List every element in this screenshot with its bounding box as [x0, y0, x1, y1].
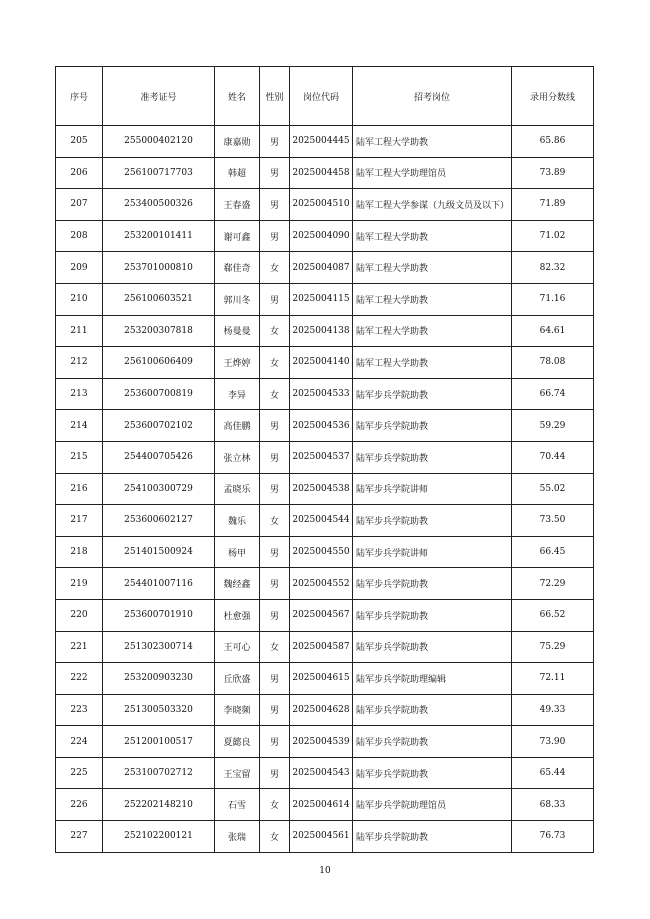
cell-score: 76.73	[512, 821, 594, 853]
cell-gender: 男	[260, 473, 290, 505]
cell-exam-no: 256100603521	[103, 283, 215, 315]
cell-score: 73.89	[512, 157, 594, 189]
cell-post: 陆军步兵学院助理馆员	[353, 789, 512, 821]
cell-score: 70.44	[512, 441, 594, 473]
cell-post: 陆军工程大学助教	[353, 283, 512, 315]
cell-score: 72.11	[512, 663, 594, 695]
table-row	[56, 663, 594, 695]
cell-gender: 女	[260, 631, 290, 663]
cell-seq: 205	[56, 126, 103, 158]
page-number: 10	[319, 866, 331, 876]
table-row	[56, 252, 594, 284]
cell-score: 66.45	[512, 536, 594, 568]
cell-seq: 207	[56, 189, 103, 221]
cell-seq: 208	[56, 220, 103, 252]
cell-exam-no: 256100606409	[103, 347, 215, 379]
cell-score: 71.16	[512, 283, 594, 315]
cell-seq: 209	[56, 252, 103, 284]
cell-exam-no: 253400500326	[103, 189, 215, 221]
cell-post: 陆军步兵学院助教	[353, 410, 512, 442]
cell-name: 谢可鑫	[215, 220, 260, 252]
cell-post: 陆军工程大学助教	[353, 347, 512, 379]
cell-post: 陆军步兵学院助教	[353, 694, 512, 726]
cell-gender: 女	[260, 347, 290, 379]
table-row	[56, 473, 594, 505]
header-seq: 序号	[56, 67, 103, 126]
cell-name: 李晓频	[215, 694, 260, 726]
results-table	[55, 66, 594, 853]
cell-score: 64.61	[512, 315, 594, 347]
table-row	[56, 157, 594, 189]
cell-seq: 224	[56, 726, 103, 758]
cell-post: 陆军步兵学院助教	[353, 631, 512, 663]
cell-gender: 男	[260, 220, 290, 252]
cell-exam-no: 254100300729	[103, 473, 215, 505]
cell-post: 陆军工程大学助教	[353, 220, 512, 252]
cell-post-code: 2025004537	[290, 441, 353, 473]
table-row	[56, 536, 594, 568]
cell-seq: 220	[56, 599, 103, 631]
table-row	[56, 821, 594, 853]
table-row	[56, 631, 594, 663]
cell-post-code: 2025004615	[290, 663, 353, 695]
cell-score: 49.33	[512, 694, 594, 726]
cell-post-code: 2025004458	[290, 157, 353, 189]
cell-post: 陆军步兵学院助教	[353, 505, 512, 537]
header-post: 招考岗位	[353, 67, 512, 126]
cell-post-code: 2025004536	[290, 410, 353, 442]
cell-exam-no: 253600702102	[103, 410, 215, 442]
header-gender: 性别	[260, 67, 290, 126]
cell-gender: 男	[260, 126, 290, 158]
cell-exam-no: 251300503320	[103, 694, 215, 726]
cell-score: 66.74	[512, 378, 594, 410]
cell-score: 59.29	[512, 410, 594, 442]
cell-score: 66.52	[512, 599, 594, 631]
cell-seq: 212	[56, 347, 103, 379]
cell-name: 康嘉勋	[215, 126, 260, 158]
cell-gender: 女	[260, 821, 290, 853]
header-row	[56, 67, 594, 126]
cell-name: 石雪	[215, 789, 260, 821]
cell-seq: 221	[56, 631, 103, 663]
cell-post: 陆军工程大学助理馆员	[353, 157, 512, 189]
cell-post: 陆军步兵学院助教	[353, 757, 512, 789]
cell-name: 魏乐	[215, 505, 260, 537]
table-row	[56, 694, 594, 726]
cell-exam-no: 254401007116	[103, 568, 215, 600]
cell-exam-no: 255000402120	[103, 126, 215, 158]
cell-name: 孟晓乐	[215, 473, 260, 505]
cell-seq: 226	[56, 789, 103, 821]
cell-name: 王可心	[215, 631, 260, 663]
cell-name: 高佳鹏	[215, 410, 260, 442]
cell-seq: 215	[56, 441, 103, 473]
header-score: 录用分数线	[512, 67, 594, 126]
table-row	[56, 726, 594, 758]
cell-post-code: 2025004550	[290, 536, 353, 568]
cell-post-code: 2025004090	[290, 220, 353, 252]
table-row	[56, 599, 594, 631]
cell-name: 王春盛	[215, 189, 260, 221]
cell-post-code: 2025004138	[290, 315, 353, 347]
cell-seq: 216	[56, 473, 103, 505]
cell-post-code: 2025004538	[290, 473, 353, 505]
cell-post-code: 2025004543	[290, 757, 353, 789]
cell-gender: 男	[260, 694, 290, 726]
cell-score: 75.29	[512, 631, 594, 663]
cell-post-code: 2025004510	[290, 189, 353, 221]
cell-post: 陆军步兵学院助教	[353, 441, 512, 473]
cell-exam-no: 253600701910	[103, 599, 215, 631]
cell-gender: 女	[260, 378, 290, 410]
cell-gender: 男	[260, 568, 290, 600]
cell-post: 陆军步兵学院助教	[353, 378, 512, 410]
table-row	[56, 505, 594, 537]
cell-score: 68.33	[512, 789, 594, 821]
cell-seq: 214	[56, 410, 103, 442]
cell-exam-no: 252102200121	[103, 821, 215, 853]
cell-exam-no: 252202148210	[103, 789, 215, 821]
cell-gender: 女	[260, 252, 290, 284]
cell-score: 82.32	[512, 252, 594, 284]
cell-post-code: 2025004140	[290, 347, 353, 379]
cell-gender: 男	[260, 663, 290, 695]
cell-seq: 219	[56, 568, 103, 600]
table-row	[56, 315, 594, 347]
table-body	[56, 126, 594, 853]
cell-post: 陆军步兵学院助教	[353, 599, 512, 631]
cell-gender: 男	[260, 283, 290, 315]
cell-score: 73.50	[512, 505, 594, 537]
cell-name: 王烨婷	[215, 347, 260, 379]
cell-name: 魏经鑫	[215, 568, 260, 600]
cell-name: 杜愈强	[215, 599, 260, 631]
cell-score: 65.86	[512, 126, 594, 158]
table-row	[56, 789, 594, 821]
cell-post-code: 2025004544	[290, 505, 353, 537]
cell-post: 陆军步兵学院助教	[353, 568, 512, 600]
cell-score: 72.29	[512, 568, 594, 600]
cell-seq: 227	[56, 821, 103, 853]
cell-post-code: 2025004628	[290, 694, 353, 726]
cell-name: 王宝留	[215, 757, 260, 789]
cell-post: 陆军步兵学院助教	[353, 726, 512, 758]
cell-seq: 217	[56, 505, 103, 537]
header-post-code: 岗位代码	[290, 67, 353, 126]
cell-post-code: 2025004533	[290, 378, 353, 410]
cell-post: 陆军工程大学助教	[353, 126, 512, 158]
cell-post-code: 2025004614	[290, 789, 353, 821]
cell-score: 78.08	[512, 347, 594, 379]
cell-name: 郗佳奇	[215, 252, 260, 284]
cell-gender: 男	[260, 410, 290, 442]
cell-seq: 206	[56, 157, 103, 189]
cell-post: 陆军步兵学院助教	[353, 821, 512, 853]
cell-post: 陆军工程大学参谋（九级文员及以下）	[353, 189, 512, 221]
cell-exam-no: 253600602127	[103, 505, 215, 537]
cell-gender: 男	[260, 189, 290, 221]
cell-post-code: 2025004445	[290, 126, 353, 158]
header-name: 姓名	[215, 67, 260, 126]
cell-name: 郭川冬	[215, 283, 260, 315]
cell-seq: 210	[56, 283, 103, 315]
table-row	[56, 410, 594, 442]
cell-score: 73.90	[512, 726, 594, 758]
cell-post: 陆军步兵学院助理编辑	[353, 663, 512, 695]
table-row	[56, 441, 594, 473]
table-row	[56, 126, 594, 158]
cell-exam-no: 253701000810	[103, 252, 215, 284]
cell-post: 陆军步兵学院讲师	[353, 536, 512, 568]
cell-gender: 男	[260, 757, 290, 789]
cell-name: 韩超	[215, 157, 260, 189]
cell-exam-no: 253200101411	[103, 220, 215, 252]
cell-post: 陆军工程大学助教	[353, 315, 512, 347]
cell-post: 陆军步兵学院讲师	[353, 473, 512, 505]
cell-seq: 223	[56, 694, 103, 726]
cell-name: 夏懿良	[215, 726, 260, 758]
cell-exam-no: 253100702712	[103, 757, 215, 789]
cell-score: 65.44	[512, 757, 594, 789]
cell-exam-no: 253200903230	[103, 663, 215, 695]
cell-gender: 男	[260, 536, 290, 568]
cell-score: 71.89	[512, 189, 594, 221]
table-header	[56, 67, 594, 126]
cell-name: 张立林	[215, 441, 260, 473]
cell-seq: 218	[56, 536, 103, 568]
cell-exam-no: 251200100517	[103, 726, 215, 758]
cell-exam-no: 251401500924	[103, 536, 215, 568]
cell-name: 李异	[215, 378, 260, 410]
cell-post-code: 2025004087	[290, 252, 353, 284]
cell-exam-no: 251302300714	[103, 631, 215, 663]
cell-post-code: 2025004539	[290, 726, 353, 758]
cell-exam-no: 253200307818	[103, 315, 215, 347]
cell-name: 张瑞	[215, 821, 260, 853]
table-row	[56, 757, 594, 789]
table-row	[56, 220, 594, 252]
cell-name: 杨甲	[215, 536, 260, 568]
cell-post-code: 2025004567	[290, 599, 353, 631]
table-row	[56, 283, 594, 315]
cell-score: 55.02	[512, 473, 594, 505]
cell-seq: 213	[56, 378, 103, 410]
cell-seq: 211	[56, 315, 103, 347]
cell-gender: 女	[260, 789, 290, 821]
cell-post-code: 2025004115	[290, 283, 353, 315]
cell-exam-no: 254400705426	[103, 441, 215, 473]
table-row	[56, 378, 594, 410]
cell-gender: 男	[260, 726, 290, 758]
cell-gender: 男	[260, 441, 290, 473]
cell-score: 71.02	[512, 220, 594, 252]
cell-exam-no: 256100717703	[103, 157, 215, 189]
cell-exam-no: 253600700819	[103, 378, 215, 410]
cell-post: 陆军工程大学助教	[353, 252, 512, 284]
table-row	[56, 189, 594, 221]
header-exam-no: 准考证号	[103, 67, 215, 126]
cell-seq: 222	[56, 663, 103, 695]
cell-post-code: 2025004587	[290, 631, 353, 663]
table-row	[56, 347, 594, 379]
table-row	[56, 568, 594, 600]
cell-name: 杨曼曼	[215, 315, 260, 347]
cell-gender: 女	[260, 505, 290, 537]
cell-gender: 男	[260, 599, 290, 631]
cell-seq: 225	[56, 757, 103, 789]
cell-gender: 女	[260, 315, 290, 347]
cell-name: 丘欣盛	[215, 663, 260, 695]
cell-gender: 男	[260, 157, 290, 189]
cell-post-code: 2025004552	[290, 568, 353, 600]
cell-post-code: 2025004561	[290, 821, 353, 853]
